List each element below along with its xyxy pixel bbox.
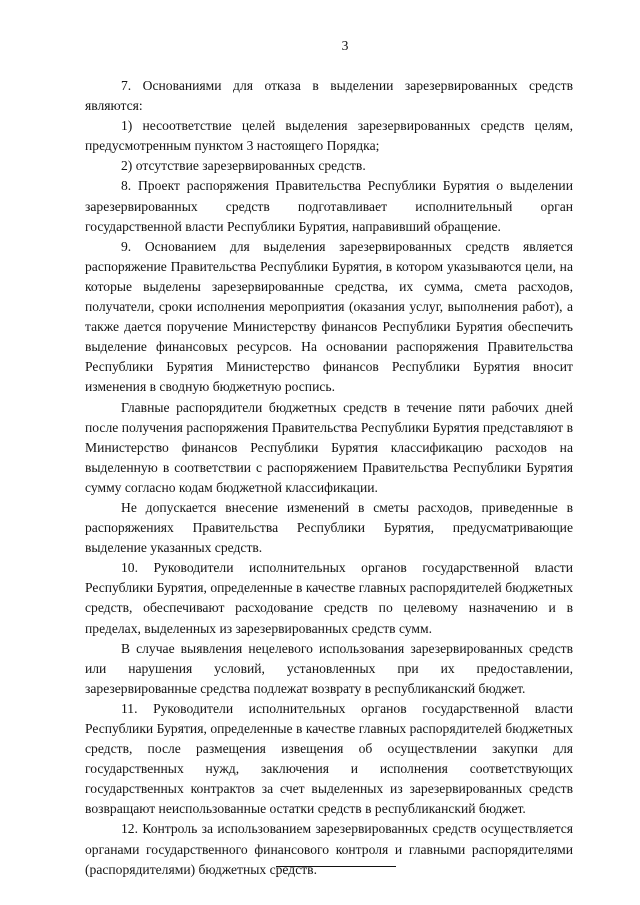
document-body [85,76,573,880]
paragraph-9-part-2: Главные распорядители бюджетных средств в течение пяти рабочих дней после получения распоряжения Правительства Республики Бурятия представляют в Министерство финансов Республики Бурятия классификацию расходов на выделенную в соответствии с распоряжением Правительства Республики Бурятия сумму согласно кодам бюджетной классификации. [85,399,573,495]
paragraph-11: 11. Руководители исполнительных органов государственной власти Республики Бурятия, определенные в качестве главных распорядителей бюджетных средств, после размещения извещения об осуществлении закупки для государственных нужд, заключения и исполнения соответствующих государственных контрактов за счет выделенных из зарезервированных средств возвращают неиспользованные остатки средств в республиканский бюджет. [85,700,573,817]
paragraph-12: 12. Контроль за использованием зарезервированных средств осуществляется органами государственного финансового контроля и главными распорядителями (распорядителями) бюджетных средств. [85,821,573,877]
footer-divider [276,866,396,867]
paragraph-9-part-3: Не допускается внесение изменений в сметы расходов, приведенные в распоряжениях Правительства Республики Бурятия, предусматривающие выделение указанных средств. [85,499,573,556]
paragraph-7: 7. Основаниями для отказа в выделении зарезервированных средств являются: [85,78,573,114]
paragraph-7-item-2: 2) отсутствие зарезервированных средств. [121,158,366,174]
paragraph-9: 9. Основанием для выделения зарезервированных средств является распоряжение Правительства Республики Бурятия, в котором указываются цели, на которые выделены зарезервированные средства, их сумма, смета расходов, получатели, сроки исполнения мероприятия (оказания услуг, выполнения работ), а также дается поручение Министерству финансов Республики Бурятия обеспечить выделение финансовых ресурсов. На основании распоряжения Правительства Республики Бурятия Министерство финансов Республики Бурятия вносит изменения в сводную бюджетную роспись. [85,238,573,395]
paragraph-10-part-2: В случае выявления нецелевого использования зарезервированных средств или нарушения условий, установленных при их предоставлении, зарезервированные средства подлежат возврату в республиканский бюджет. [85,640,573,696]
paragraph-7-item-1: 1) несоответствие целей выделения зарезервированных средств целям, предусмотренным пунктом 3 настоящего Порядка; [85,118,573,154]
page-number: 3 [341,38,349,53]
paragraph-8: 8. Проект распоряжения Правительства Республики Бурятия о выделении зарезервированных средств подготавливает исполнительный орган государственной власти Республики Бурятия, направивший обращение. [85,178,573,234]
paragraph-10: 10. Руководители исполнительных органов государственной власти Республики Бурятия, определенные в качестве главных распорядителей бюджетных средств, обеспечивают расходование средств по целевому назначению и в пределах, выделенных из зарезервированных средств сумм. [85,560,573,636]
